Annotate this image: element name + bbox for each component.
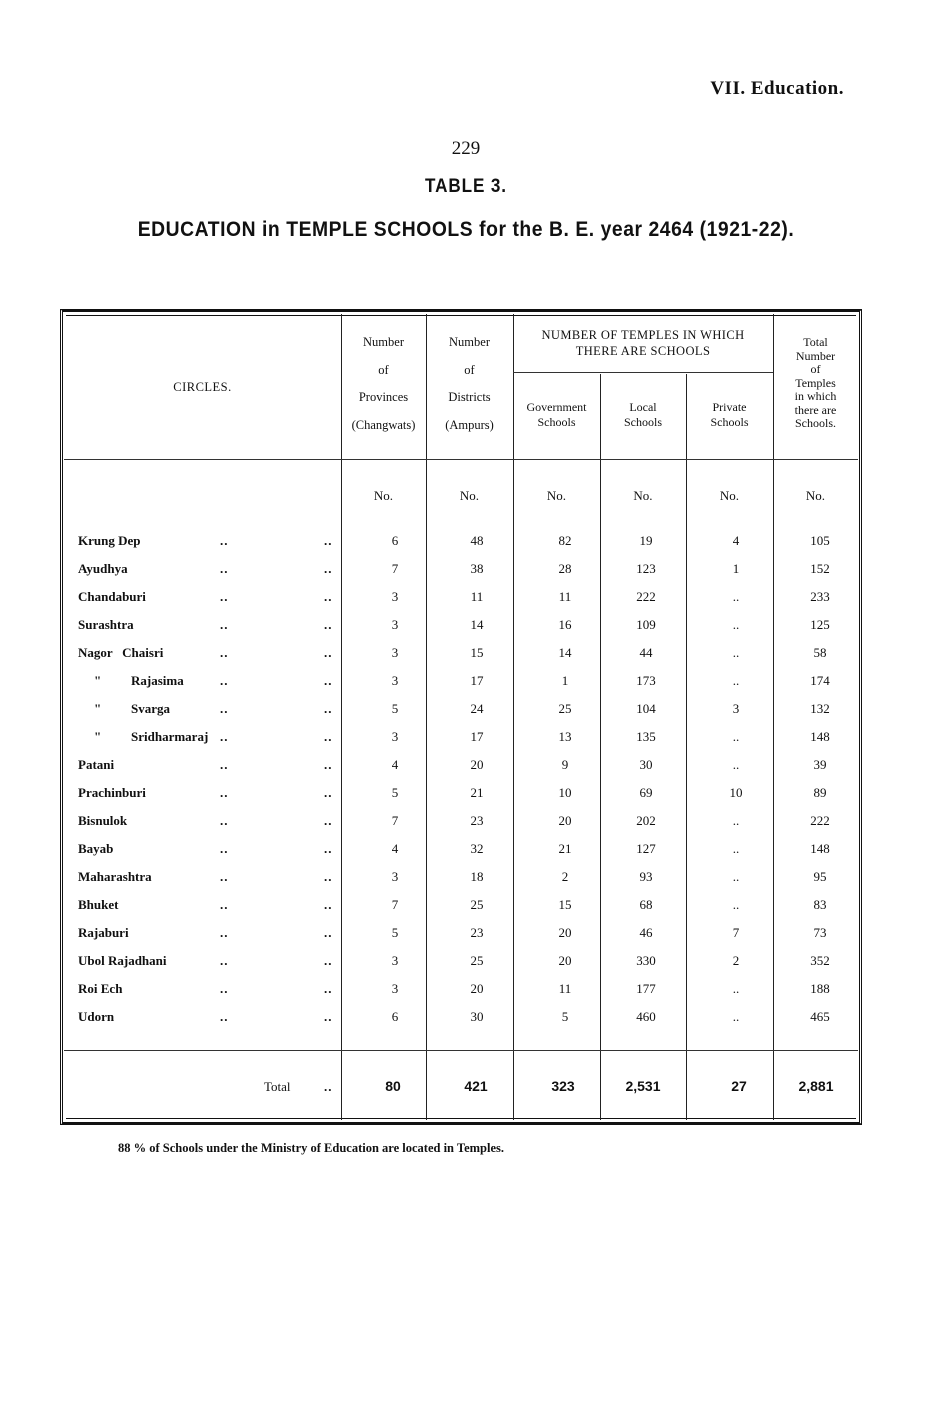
cell-provinces: 4 [391, 757, 399, 772]
cell-total: 83 [813, 897, 827, 912]
unit-provinces: No. [373, 488, 394, 503]
unit-local: No. [633, 488, 653, 503]
total-label: Total [264, 1079, 291, 1094]
unit-districts: No. [459, 488, 480, 503]
cell-private: .. [732, 729, 740, 744]
cell-private: .. [732, 645, 740, 660]
row-leader-dots: .. [220, 561, 229, 576]
row-leader-dots: .. [220, 897, 229, 912]
cell-total: 132 [810, 701, 830, 716]
total-private: 27 [731, 1078, 747, 1094]
cell-total: 125 [810, 617, 830, 632]
header-total-line: Number [795, 348, 836, 363]
header-total-line: there are [794, 402, 837, 417]
header-total-line: Total [803, 335, 828, 349]
row-circle-name: Surashtra [78, 617, 134, 632]
cell-districts: 24 [470, 701, 484, 716]
header-private-line: Schools [710, 415, 749, 429]
row-ditto-mark: " [94, 673, 102, 688]
cell-provinces: 5 [391, 785, 399, 800]
row-leader-dots: .. [220, 813, 229, 828]
cell-private: .. [732, 869, 740, 884]
header-total-line: Schools. [794, 416, 836, 431]
table-title: EDUCATION in TEMPLE SCHOOLS for the B. E. year 2464 (1921-22). [137, 218, 795, 241]
cell-districts: 18 [470, 869, 484, 884]
column-divider [773, 314, 774, 1120]
header-provinces-line: (Changwats) [351, 417, 416, 432]
row-circle-name: Prachinburi [78, 785, 146, 800]
cell-total: 222 [810, 813, 830, 828]
cell-private: .. [732, 1009, 740, 1024]
cell-private: .. [732, 981, 740, 996]
cell-local: 173 [636, 673, 656, 688]
cell-districts: 23 [470, 925, 484, 940]
cell-government: 1 [561, 673, 569, 688]
row-leader-dots: .. [324, 589, 333, 604]
row-circle-name: Chandaburi [78, 589, 146, 604]
header-group-line: THERE ARE SCHOOLS [575, 343, 711, 358]
row-leader-dots: .. [324, 757, 333, 772]
header-provinces-line: Provinces [358, 390, 409, 405]
cell-districts: 25 [470, 953, 484, 968]
row-circle-name: Bayab [78, 841, 114, 856]
cell-government: 5 [561, 1009, 569, 1024]
header-local-line: Schools [623, 415, 662, 429]
cell-private: .. [732, 757, 740, 772]
row-circle-name: Udorn [78, 1009, 115, 1024]
cell-local: 30 [639, 757, 653, 772]
cell-government: 16 [558, 617, 572, 632]
total-government: 323 [551, 1078, 575, 1094]
cell-provinces: 7 [391, 897, 399, 912]
cell-government: 9 [561, 757, 569, 772]
header-rule [64, 459, 858, 460]
row-leader-dots: .. [324, 953, 333, 968]
row-ditto-mark: " [94, 729, 102, 744]
row-leader-dots: .. [220, 953, 229, 968]
row-leader-dots: .. [324, 813, 333, 828]
cell-private: 4 [732, 533, 740, 548]
cell-local: 69 [639, 785, 653, 800]
cell-government: 20 [558, 925, 572, 940]
cell-districts: 20 [470, 757, 484, 772]
total-total: 2,881 [798, 1078, 834, 1094]
cell-government: 20 [558, 813, 572, 828]
cell-provinces: 4 [391, 841, 399, 856]
cell-local: 109 [636, 617, 656, 632]
cell-private: .. [732, 589, 740, 604]
total-provinces: 80 [385, 1078, 401, 1094]
cell-government: 28 [558, 561, 572, 576]
header-private-line: Private [712, 400, 747, 414]
row-circle-name: Ubol Rajadhani [78, 953, 167, 968]
header-private [686, 400, 773, 430]
row-leader-dots: .. [324, 701, 333, 716]
cell-total: 352 [810, 953, 830, 968]
row-leader-dots: .. [220, 589, 229, 604]
cell-private: 7 [732, 925, 740, 940]
row-leader-dots: .. [220, 729, 229, 744]
cell-local: 202 [636, 813, 656, 828]
row-leader-dots: .. [220, 925, 229, 940]
row-leader-dots: .. [220, 869, 229, 884]
cell-private: .. [732, 617, 740, 632]
header-group [513, 328, 773, 359]
cell-total: 148 [810, 841, 830, 856]
cell-local: 19 [639, 533, 653, 548]
header-districts-line: Districts [448, 390, 491, 405]
row-leader-dots: .. [220, 785, 229, 800]
row-circle-name: Bisnulok [78, 813, 128, 828]
row-circle-name: Sridharmaraj [131, 729, 209, 744]
cell-total: 148 [810, 729, 830, 744]
cell-local: 123 [636, 561, 656, 576]
cell-private: .. [732, 813, 740, 828]
column-divider [686, 374, 687, 1120]
cell-total: 39 [813, 757, 827, 772]
header-total-line: in which [794, 389, 837, 404]
unit-total: No. [805, 488, 826, 503]
cell-government: 82 [558, 533, 572, 548]
row-circle-name: Krung Dep [78, 533, 141, 548]
row-circle-name: Bhuket [78, 897, 119, 912]
cell-private: 2 [732, 953, 740, 968]
cell-government: 14 [558, 645, 572, 660]
cell-local: 177 [636, 981, 656, 996]
cell-districts: 30 [470, 1009, 484, 1024]
cell-provinces: 3 [391, 729, 399, 744]
header-provinces-line: of [378, 362, 389, 377]
cell-local: 127 [636, 841, 656, 856]
header-districts [426, 335, 513, 434]
cell-local: 93 [639, 869, 653, 884]
cell-private: 1 [732, 561, 740, 576]
footnote: 88 % of Schools under the Ministry of Education are located in Temples. [118, 1141, 505, 1155]
row-leader-dots: .. [324, 869, 333, 884]
cell-provinces: 5 [391, 701, 399, 716]
header-provinces-line: Number [363, 335, 404, 349]
cell-districts: 20 [470, 981, 484, 996]
row-circle-name: Roi Ech [78, 981, 123, 996]
cell-government: 25 [558, 701, 572, 716]
header-total-line: Temples [795, 375, 836, 390]
header-total-line: of [810, 362, 821, 377]
header-local [600, 400, 686, 430]
cell-total: 105 [810, 533, 830, 548]
header-districts-line: of [464, 362, 475, 377]
header-government [513, 400, 600, 430]
cell-districts: 17 [470, 673, 484, 688]
cell-districts: 48 [470, 533, 484, 548]
header-local-line: Local [629, 400, 657, 414]
cell-government: 13 [558, 729, 572, 744]
cell-local: 460 [636, 1009, 656, 1024]
cell-total: 465 [810, 1009, 830, 1024]
row-leader-dots: .. [324, 981, 333, 996]
cell-provinces: 6 [391, 1009, 399, 1024]
cell-local: 68 [639, 897, 653, 912]
row-leader-dots: .. [324, 785, 333, 800]
row-circle-name: Nagor Chaisri [78, 645, 164, 660]
cell-government: 20 [558, 953, 572, 968]
cell-districts: 23 [470, 813, 484, 828]
cell-government: 2 [561, 869, 569, 884]
section-header: VII. Education. [710, 78, 844, 99]
header-government-line: Government [526, 400, 587, 414]
cell-provinces: 6 [391, 533, 399, 548]
cell-districts: 25 [470, 897, 484, 912]
cell-government: 10 [558, 785, 572, 800]
row-leader-dots: .. [324, 1009, 333, 1024]
total-local: 2,531 [625, 1078, 661, 1094]
row-leader-dots: .. [324, 925, 333, 940]
row-circle-name: Svarga [131, 701, 170, 716]
cell-provinces: 3 [391, 645, 399, 660]
cell-local: 104 [636, 701, 656, 716]
row-leader-dots: .. [324, 841, 333, 856]
cell-districts: 38 [470, 561, 484, 576]
cell-government: 11 [558, 589, 572, 604]
cell-total: 58 [813, 645, 827, 660]
page-number: 229 [451, 138, 481, 159]
cell-total: 95 [813, 869, 827, 884]
cell-private: .. [732, 841, 740, 856]
header-circles: CIRCLES. [173, 380, 232, 394]
cell-government: 21 [558, 841, 572, 856]
row-ditto-mark: " [94, 701, 102, 716]
cell-total: 188 [810, 981, 830, 996]
row-leader-dots: .. [220, 981, 229, 996]
cell-government: 11 [558, 981, 572, 996]
cell-local: 44 [639, 645, 653, 660]
cell-total: 152 [810, 561, 830, 576]
cell-districts: 15 [470, 645, 484, 660]
header-districts-line: Number [449, 335, 490, 349]
cell-provinces: 3 [391, 673, 399, 688]
cell-provinces: 7 [391, 813, 399, 828]
cell-provinces: 7 [391, 561, 399, 576]
row-leader-dots: .. [324, 673, 333, 688]
cell-total: 174 [810, 673, 830, 688]
cell-districts: 32 [470, 841, 484, 856]
cell-local: 330 [636, 953, 656, 968]
cell-private: .. [732, 673, 740, 688]
cell-districts: 14 [470, 617, 484, 632]
column-divider [341, 314, 342, 1120]
cell-total: 73 [813, 925, 827, 940]
column-divider [600, 374, 601, 1120]
group-header-rule [513, 372, 773, 373]
row-leader-dots: .. [324, 729, 333, 744]
cell-provinces: 5 [391, 925, 399, 940]
cell-private: .. [732, 897, 740, 912]
table-label: TABLE 3. [425, 176, 507, 197]
row-leader-dots: .. [324, 617, 333, 632]
cell-provinces: 3 [391, 617, 399, 632]
row-circle-name: Rajasima [131, 673, 184, 688]
cell-total: 233 [810, 589, 830, 604]
header-total [773, 336, 858, 431]
row-leader-dots: .. [220, 645, 229, 660]
total-dots: .. [324, 1079, 333, 1094]
header-districts-line: (Ampurs) [445, 417, 494, 432]
column-divider [513, 314, 514, 1120]
cell-local: 135 [636, 729, 656, 744]
table-inner-border [66, 315, 856, 1119]
row-leader-dots: .. [324, 897, 333, 912]
header-group-line: NUMBER OF TEMPLES IN WHICH [541, 328, 745, 342]
row-leader-dots: .. [220, 841, 229, 856]
row-leader-dots: .. [324, 561, 333, 576]
cell-provinces: 3 [391, 589, 399, 604]
cell-government: 15 [558, 897, 572, 912]
cell-provinces: 3 [391, 953, 399, 968]
row-leader-dots: .. [220, 533, 229, 548]
row-circle-name: Patani [78, 757, 115, 772]
cell-provinces: 3 [391, 981, 399, 996]
cell-total: 89 [813, 785, 827, 800]
cell-local: 222 [636, 589, 656, 604]
row-leader-dots: .. [220, 673, 229, 688]
row-leader-dots: .. [324, 645, 333, 660]
column-divider [426, 314, 427, 1120]
cell-local: 46 [639, 925, 653, 940]
row-circle-name: Maharashtra [78, 869, 152, 884]
total-rule [64, 1050, 858, 1051]
cell-districts: 11 [470, 589, 484, 604]
cell-provinces: 3 [391, 869, 399, 884]
row-circle-name: Ayudhya [78, 561, 128, 576]
cell-private: 10 [729, 785, 743, 800]
header-provinces [341, 335, 426, 434]
cell-districts: 17 [470, 729, 484, 744]
row-leader-dots: .. [220, 617, 229, 632]
row-leader-dots: .. [220, 701, 229, 716]
unit-private: No. [719, 488, 740, 503]
row-leader-dots: .. [220, 757, 229, 772]
row-leader-dots: .. [324, 533, 333, 548]
row-circle-name: Rajaburi [78, 925, 129, 940]
cell-private: 3 [732, 701, 740, 716]
header-government-line: Schools [537, 415, 576, 429]
total-districts: 421 [464, 1078, 488, 1094]
unit-government: No. [546, 488, 567, 503]
row-leader-dots: .. [220, 1009, 229, 1024]
cell-districts: 21 [470, 785, 484, 800]
